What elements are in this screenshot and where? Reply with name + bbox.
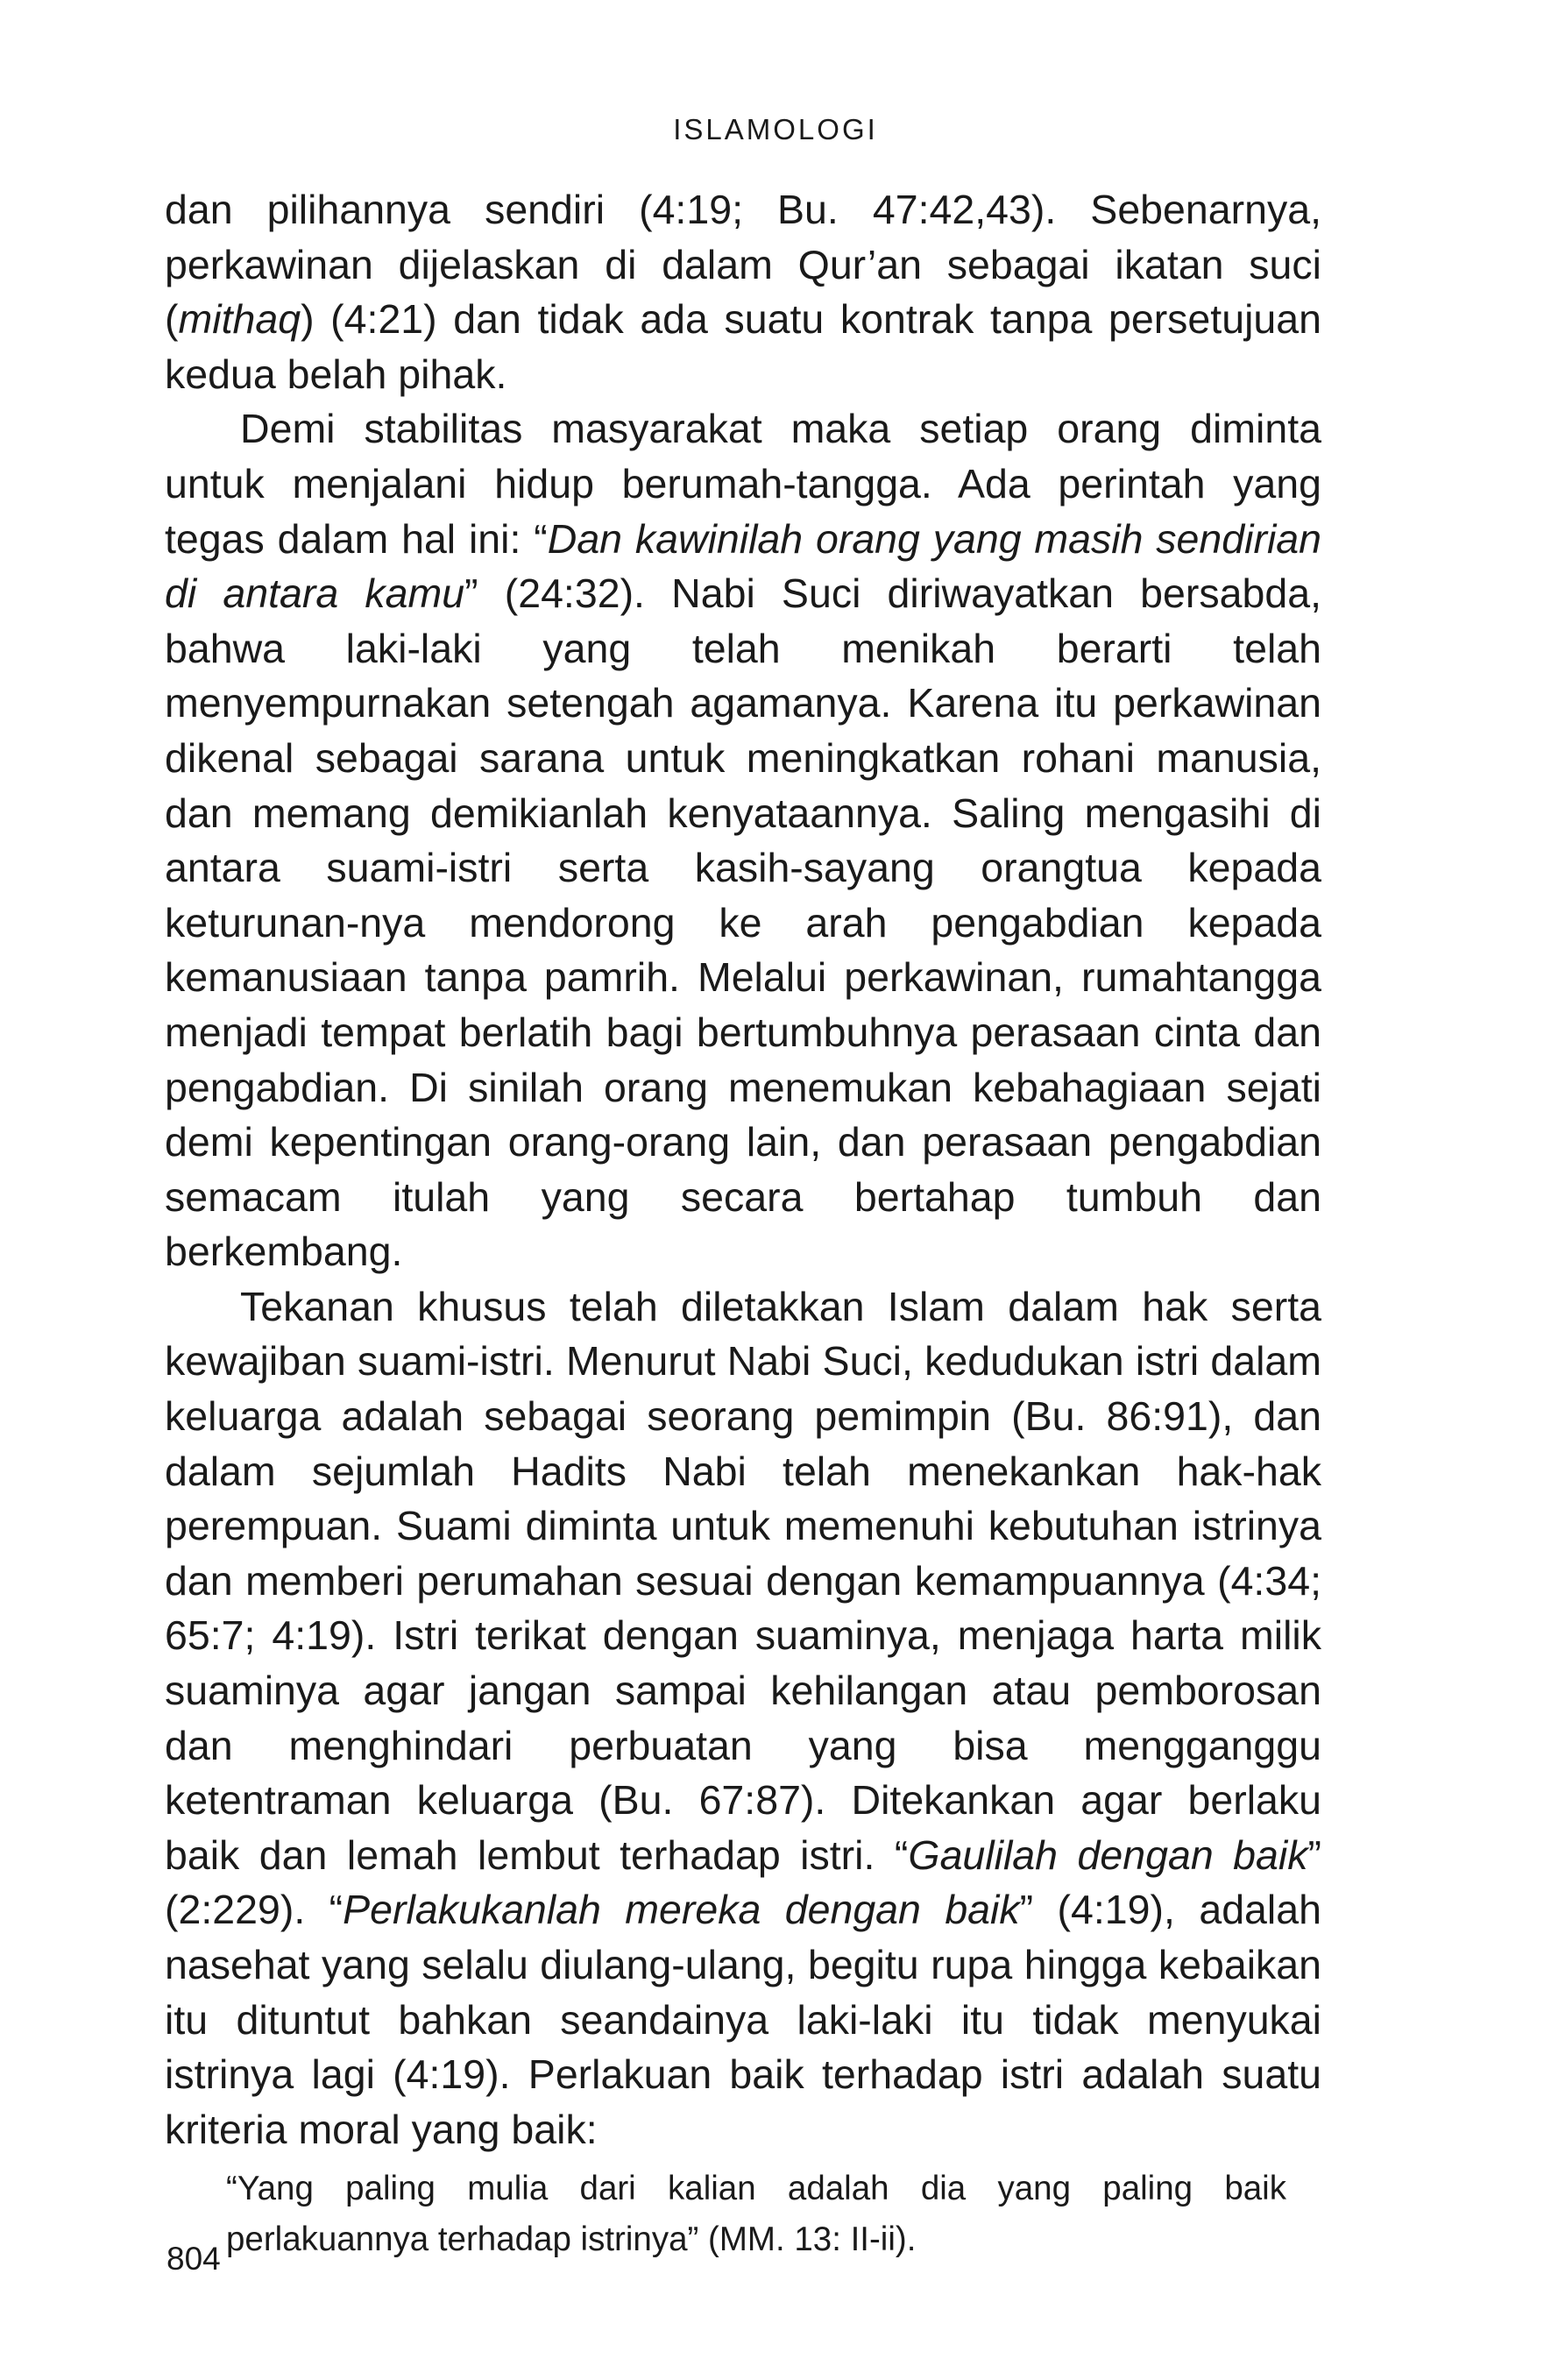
paragraph xyxy=(165,401,1321,1279)
italic-run: Gaulilah dengan baik xyxy=(908,1831,1308,1878)
text-run: Demi stabilitas masyarakat maka setiap orang diminta untuk menjalani hidup berumah-tangga. Ada perintah yang tegas dalam hal ini: “ xyxy=(165,406,1321,562)
paragraph xyxy=(165,1279,1321,2157)
page-number: 804 xyxy=(166,2241,221,2277)
italic-run: mithaq xyxy=(178,296,301,343)
text-run: ” (2:229). “ xyxy=(165,1831,1321,1933)
running-head: ISLAMOLOGI xyxy=(673,113,878,145)
text-run: dan pilihannya sendiri (4:19; Bu. 47:42,43). Sebenarnya, perkawinan dijelaskan di dalam Qur’an sebagai ikatan suci ( xyxy=(165,187,1321,343)
italic-run: Perlakukanlah mereka dengan baik xyxy=(343,1887,1020,1933)
text-run: Tekanan khusus telah diletakkan Islam dalam hak serta kewajiban suami-istri. Menurut Nabi Suci, kedudukan istri dalam keluarga adalah sebagai seorang pemimpin (Bu. 86:91), dan dalam sejumlah Hadits Nabi telah menekankan hak-hak perempuan. Suami diminta untuk memenuhi kebutuhan istrinya dan memberi perumahan sesuai dengan kemampuannya (4:34; 65:7; 4:19). Istri terikat dengan suaminya, menjaga harta milik suaminya agar jangan sampai kehilangan atau pemborosan dan menghindari perbuatan yang bisa mengganggu ketentraman keluarga (Bu. 67:87). Ditekankan agar berlaku baik dan lemah lembut terhadap istri. “ xyxy=(165,1283,1321,1878)
text-run: ” (4:19), adalah nasehat yang selalu diulang-ulang, begitu rupa hingga kebaikan itu dituntut bahkan seandainya laki-laki itu tidak menyukai istrinya lagi (4:19). Perlakuan baik terhadap istri adalah suatu kriteria moral yang baik: xyxy=(165,1887,1321,2152)
text-run: ) (4:21) dan tidak ada suatu kontrak tanpa persetujuan kedua belah pihak. xyxy=(165,296,1321,397)
paragraph xyxy=(165,182,1321,401)
block-quote: “Yang paling mulia dari kalian adalah dia yang paling baik perlakuannya terhadap istrinya” (MM. 13: II-ii). xyxy=(226,2170,1286,2259)
italic-run: Dan kawinilah orang yang masih sendirian di antara kamu xyxy=(165,515,1321,617)
text-run: ” (24:32). Nabi Suci diriwayatkan bersabda, bahwa laki-laki yang telah menikah berarti telah menyempurnakan setengah agamanya. Karena itu perkawinan dikenal sebagai sarana untuk meningkatkan rohani manusia, dan memang demikianlah kenyataannya. Saling mengasihi di antara suami-istri serta kasih-sayang orangtua kepada keturunan-nya mendorong ke arah pengabdian kepada kemanusiaan tanpa pamrih. Melalui perkawinan, rumahtangga menjadi tempat berlatih bagi bertumbuhnya perasaan cinta dan pengabdian. Di sinilah orang menemukan kebahagiaan sejati demi kepentingan orang-orang lain, dan perasaan pengabdian semacam itulah yang secara bertahap tumbuh dan berkembang. xyxy=(165,570,1321,1275)
body-text xyxy=(165,182,1321,2265)
